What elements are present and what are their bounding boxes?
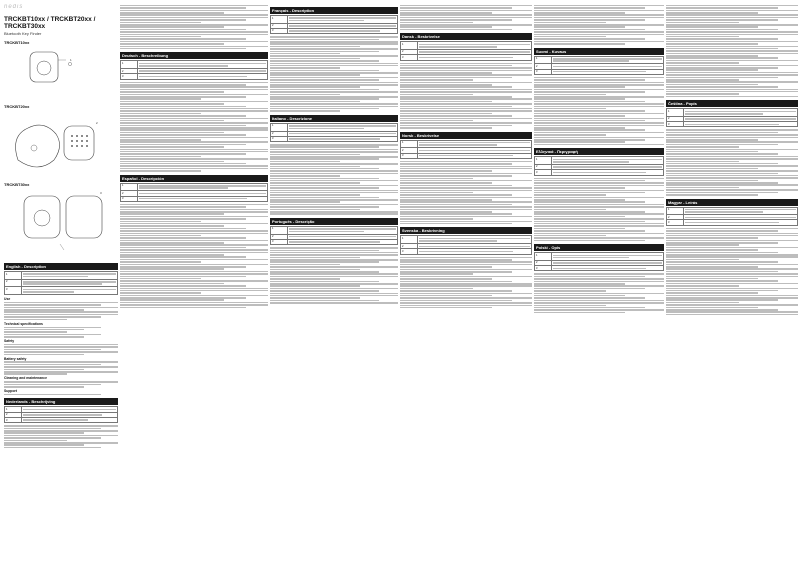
parts-table: 1 2 3 (400, 41, 532, 60)
section-header-english: English - Description (4, 263, 118, 270)
parts-table: 1 2 3 (120, 183, 268, 202)
parts-table: 1 2 3 (270, 15, 398, 34)
square-tag-icon (4, 188, 118, 260)
heading-battery-safety: Battery safety (4, 356, 27, 361)
product-subtitle: Bluetooth Key Finder (4, 31, 42, 36)
parts-table: 1 2 3 (534, 252, 664, 271)
column-5 (534, 4, 664, 563)
column-6 (666, 4, 798, 563)
section-header-portugues: Português - Descrição (270, 218, 398, 225)
section-header-magyar: Magyar - Leírás (666, 199, 798, 206)
model-title: TRCKBT10xx / TRCKBT20xx / TRCKBT30xx (4, 16, 96, 30)
parts-table: 1 2 3 (4, 271, 118, 295)
figure-label-1: TRCKBT10xx (4, 40, 30, 45)
section-header-deutsch: Deutsch - Beschreibung (120, 52, 268, 59)
section-header-norsk: Norsk - Beskrivelse (400, 132, 532, 139)
column-2 (120, 4, 268, 563)
figure-tag-small (4, 46, 118, 102)
section-header-suomi: Suomi - Kuvaus (534, 48, 664, 55)
parts-table: 1 2 3 (534, 156, 664, 175)
column-3 (270, 4, 398, 563)
round-tag-icon (4, 46, 118, 102)
parts-table: 1 2 3 (4, 406, 118, 423)
parts-table: 1 2 3 (666, 207, 798, 226)
parts-table: 1 2 3 (120, 60, 268, 79)
svg-text:2: 2 (96, 121, 98, 125)
heading-safety: Safety (4, 339, 15, 344)
section-header-cestina: Čeština - Popis (666, 100, 798, 107)
figure-tag-large (4, 188, 118, 260)
svg-text:1: 1 (70, 58, 72, 62)
heading-cleaning: Cleaning and maintenance (4, 376, 47, 381)
section-header-svenska: Svenska - Beskrivning (400, 227, 532, 234)
figure-label-3: TRCKBT30xx (4, 182, 30, 187)
section-header-ellinika: Ελληνικά - Περιγραφή (534, 148, 664, 155)
section-header-polski: Polski - Opis (534, 244, 664, 251)
heading-tech-specs: Technical specifications (4, 321, 43, 326)
figure-tag-medium (4, 110, 118, 180)
section-header-espanol: Español - Descripción (120, 175, 268, 182)
parts-table: 1 2 3 (270, 123, 398, 142)
parts-table: 1 2 3 (270, 226, 398, 245)
column-4 (400, 4, 532, 563)
parts-table: 1 2 3 (400, 140, 532, 159)
heading-use: Use (4, 297, 11, 302)
heading-support: Support (4, 389, 17, 394)
brand-logo: nedis (4, 4, 24, 10)
section-header-nederlands: Nederlands - Beschrijving (4, 398, 118, 405)
figure-label-2: TRCKBT20xx (4, 104, 30, 109)
section-header-francais: Français - Description (270, 7, 398, 14)
parts-table: 1 2 3 (534, 56, 664, 75)
parts-table: 1 2 3 (666, 108, 798, 127)
column-1 (4, 4, 118, 563)
section-header-italiano: Italiano - Descrizione (270, 115, 398, 122)
svg-text:3: 3 (100, 191, 102, 195)
speaker-tag-icon (4, 110, 118, 180)
parts-table: 1 2 3 (400, 235, 532, 254)
section-header-dansk: Dansk - Beskrivelse (400, 33, 532, 40)
